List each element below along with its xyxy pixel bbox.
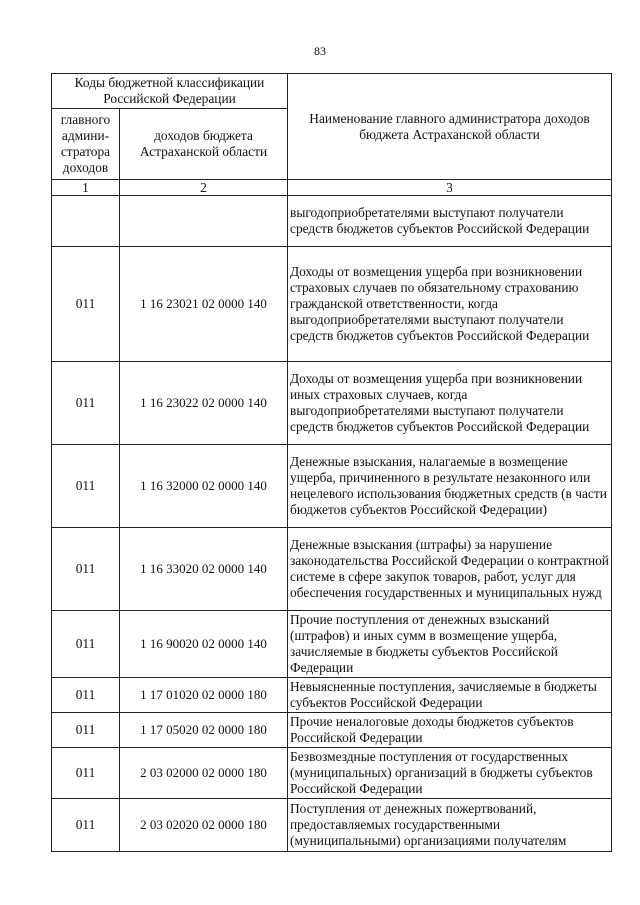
header-row-numbers bbox=[52, 180, 612, 196]
header-row-group bbox=[52, 74, 612, 109]
income-name-cell: Поступления от денежных пожертвований, предоставляемых государственными (муниципальными) организациями получателям bbox=[288, 799, 612, 852]
income-code-cell bbox=[120, 196, 288, 247]
income-name-cell: Денежные взыскания, налагаемые в возмещение ущерба, причиненного в результате незаконного или нецелевого использования бюджетных средств (в части бюджетов субъектов Российской Федерации) bbox=[288, 445, 612, 528]
header-code-column: доходов бюджета Астраханской области bbox=[120, 109, 288, 180]
income-code-cell: 1 16 23021 02 0000 140 bbox=[120, 247, 288, 362]
admin-code-cell: 011 bbox=[52, 799, 120, 852]
table-row bbox=[52, 362, 612, 445]
page-number: 83 bbox=[314, 44, 326, 58]
admin-code-cell bbox=[52, 196, 120, 247]
column-number: 2 bbox=[120, 180, 288, 196]
income-code-cell: 1 16 90020 02 0000 140 bbox=[120, 611, 288, 678]
table-row bbox=[52, 713, 612, 748]
admin-code-cell: 011 bbox=[52, 445, 120, 528]
income-code-cell: 1 16 32000 02 0000 140 bbox=[120, 445, 288, 528]
table-row bbox=[52, 196, 612, 247]
income-code-cell: 1 17 05020 02 0000 180 bbox=[120, 713, 288, 748]
table-row bbox=[52, 799, 612, 852]
admin-code-cell: 011 bbox=[52, 678, 120, 713]
admin-code-cell: 011 bbox=[52, 362, 120, 445]
admin-code-cell: 011 bbox=[52, 748, 120, 799]
income-name-cell: Денежные взыскания (штрафы) за нарушение законодательства Российской Федерации о контрактной системе в сфере закупок товаров, работ, услуг для обеспечения государственных и муниципальных нужд bbox=[288, 528, 612, 611]
header-group-title: Коды бюджетной классификации Российской Федерации bbox=[52, 74, 288, 109]
income-name-cell: Невыясненные поступления, зачисляемые в бюджеты субъектов Российской Федерации bbox=[288, 678, 612, 713]
header-admin-column: главного админи-стратора доходов bbox=[52, 109, 120, 180]
income-name-cell: Прочие поступления от денежных взысканий (штрафов) и иных сумм в возмещение ущерба, зачисляемые в бюджеты субъектов Российской Федерации bbox=[288, 611, 612, 678]
table-row bbox=[52, 445, 612, 528]
column-number: 3 bbox=[288, 180, 612, 196]
header-name-column: Наименование главного администратора доходов бюджета Астраханской области bbox=[288, 74, 612, 180]
admin-code-cell: 011 bbox=[52, 713, 120, 748]
income-code-cell: 1 16 23022 02 0000 140 bbox=[120, 362, 288, 445]
table-row bbox=[52, 678, 612, 713]
table-row bbox=[52, 748, 612, 799]
income-code-cell: 2 03 02000 02 0000 180 bbox=[120, 748, 288, 799]
income-code-cell: 1 17 01020 02 0000 180 bbox=[120, 678, 288, 713]
table-row bbox=[52, 611, 612, 678]
income-name-cell: Безвозмездные поступления от государственных (муниципальных) организаций в бюджеты субъектов Российской Федерации bbox=[288, 748, 612, 799]
table-row bbox=[52, 528, 612, 611]
column-number: 1 bbox=[52, 180, 120, 196]
income-name-cell: Прочие неналоговые доходы бюджетов субъектов Российской Федерации bbox=[288, 713, 612, 748]
income-name-cell: выгодоприобретателями выступают получатели средств бюджетов субъектов Российской Федерации bbox=[288, 196, 612, 247]
admin-code-cell: 011 bbox=[52, 528, 120, 611]
income-name-cell: Доходы от возмещения ущерба при возникновении страховых случаев по обязательному страхованию гражданской ответственности, когда выгодоприобретателями выступают получатели средств бюджетов субъектов Российской Федерации bbox=[288, 247, 612, 362]
income-name-cell: Доходы от возмещения ущерба при возникновении иных страховых случаев, когда выгодоприобретателями выступают получатели средств бюджетов субъектов Российской Федерации bbox=[288, 362, 612, 445]
table-row bbox=[52, 247, 612, 362]
income-code-cell: 1 16 33020 02 0000 140 bbox=[120, 528, 288, 611]
income-code-cell: 2 03 02020 02 0000 180 bbox=[120, 799, 288, 852]
budget-classification-table bbox=[51, 73, 612, 852]
admin-code-cell: 011 bbox=[52, 611, 120, 678]
admin-code-cell: 011 bbox=[52, 247, 120, 362]
